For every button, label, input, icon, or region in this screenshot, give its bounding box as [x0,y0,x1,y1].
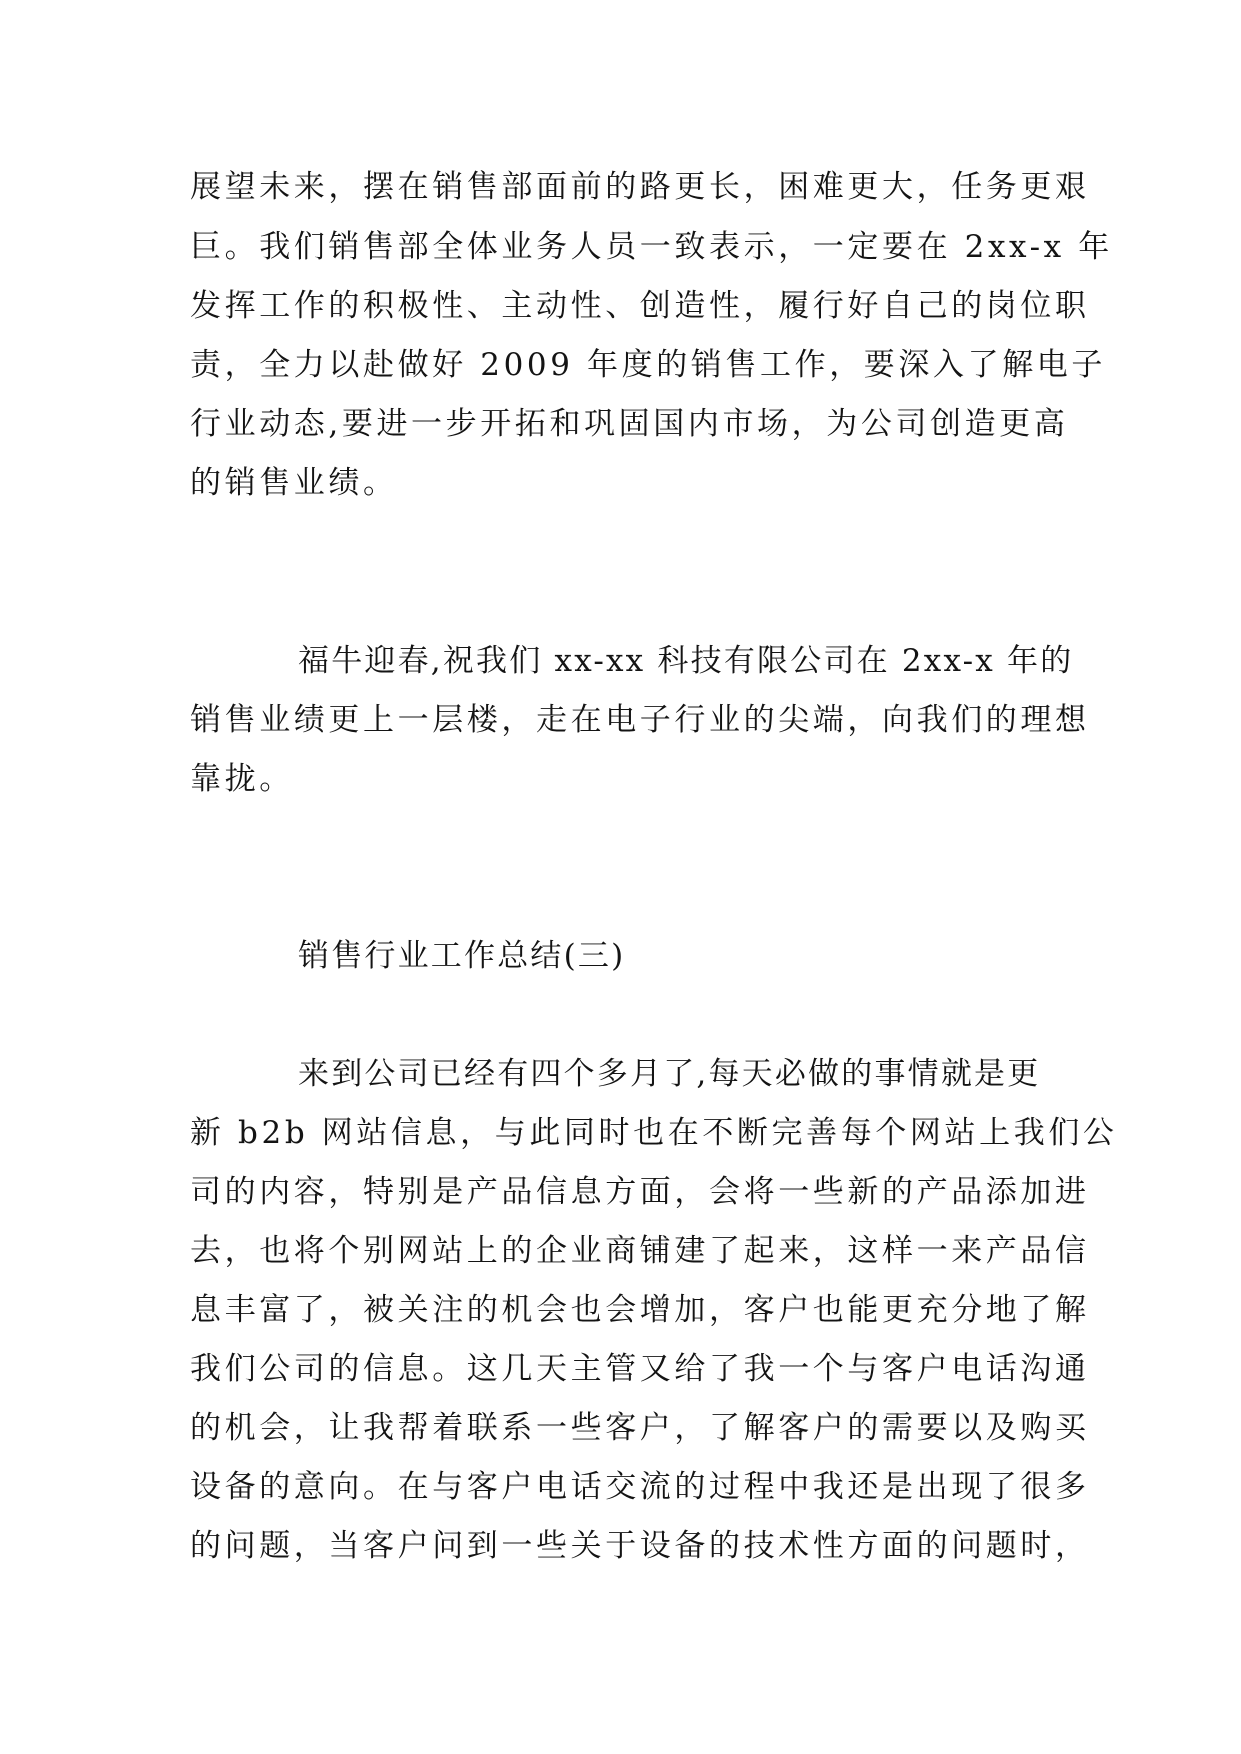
text-line: 新 b2b 网站信息，与此同时也在不断完善每个网站上我们公 [190,1115,1118,1151]
text-line: 息丰富了，被关注的机会也会增加，客户也能更充分地了解 [190,1292,1090,1328]
text-line: 的机会，让我帮着联系一些客户，了解客户的需要以及购买 [190,1410,1090,1446]
text-line: 福牛迎春,祝我们 xx-xx 科技有限公司在 2xx-x 年的 [298,643,1074,679]
text-line: 展望未来，摆在销售部面前的路更长，困难更大，任务更艰 [190,169,1090,205]
text-line: 靠拢。 [190,761,294,797]
text-line: 行业动态,要进一步开拓和巩固国内市场，为公司创造更高 [190,406,1069,442]
text-line: 责，全力以赴做好 2009 年度的销售工作，要深入了解电子 [190,347,1106,383]
text-line: 我们公司的信息。这几天主管又给了我一个与客户电话沟通 [190,1351,1090,1387]
text-line: 的销售业绩。 [190,465,398,501]
text-line: 去，也将个别网站上的企业商铺建了起来，这样一来产品信 [190,1233,1090,1269]
section-heading: 销售行业工作总结(三) [298,938,626,974]
text-line: 司的内容，特别是产品信息方面，会将一些新的产品添加进 [190,1174,1090,1210]
text-line: 设备的意向。在与客户电话交流的过程中我还是出现了很多 [190,1469,1090,1505]
text-line: 的问题，当客户问到一些关于设备的技术性方面的问题时， [190,1528,1090,1564]
text-line: 来到公司已经有四个多月了,每天必做的事情就是更 [298,1056,1041,1092]
text-line: 发挥工作的积极性、主动性、创造性，履行好自己的岗位职 [190,288,1090,324]
text-line: 销售业绩更上一层楼，走在电子行业的尖端，向我们的理想 [190,702,1090,738]
text-line: 巨。我们销售部全体业务人员一致表示，一定要在 2xx-x 年 [190,229,1113,265]
